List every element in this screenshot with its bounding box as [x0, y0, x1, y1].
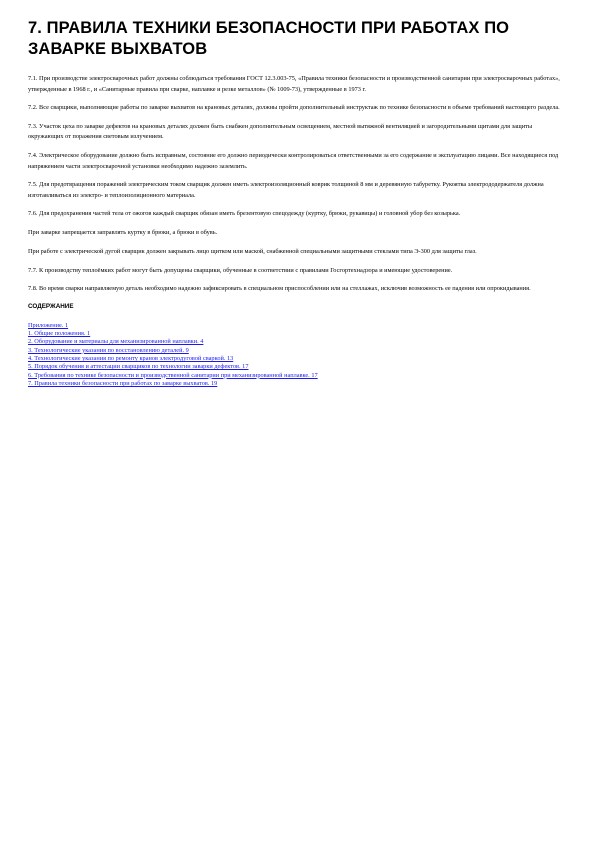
- toc-link-section-4[interactable]: 4. Технологические указания по ремонту кранов электродуговой сваркой. 13: [28, 355, 234, 363]
- document-title: 7. ПРАВИЛА ТЕХНИКИ БЕЗОПАСНОСТИ ПРИ РАБОТАХ ПО ЗАВАРКЕ ВЫХВАТОВ: [28, 19, 510, 58]
- toc-item: [28, 355, 560, 363]
- paragraph-7-2: 7.2. Все сварщики, выполняющие работы по заварке выхватов на крановых деталях, должны пройти дополнительный инструктаж по технике безопасности в объеме требований настоящего раздела.: [28, 104, 560, 112]
- toc-link-section-5[interactable]: 5. Порядок обучения и аттестации сварщиков по технологии заварки дефектов. 17: [28, 363, 249, 371]
- toc-item: [28, 322, 560, 330]
- toc-item: [28, 363, 560, 371]
- toc-link-section-7[interactable]: 7. Правила техники безопасности при работах по заварке выхватов. 19: [28, 379, 218, 387]
- toc-link-section-6[interactable]: 6. Требования по технике безопасности и производственной санитарии при механизированной наплавке. 17: [28, 371, 318, 379]
- toc-title: СОДЕРЖАНИЕ: [28, 302, 74, 310]
- paragraph-note-face-shield: При работе с электрической дугой сварщик должен закрывать лицо щитком или маской, снабженной специальными защитными стеклами типа Э-300 для защиты глаз.: [28, 247, 477, 255]
- toc-item: [28, 330, 560, 338]
- toc-link-section-2[interactable]: 2. Оборудование и материалы для механизированной наплавки. 4: [28, 338, 204, 346]
- toc-link-section-3[interactable]: 3. Технологические указания по восстановлению деталей. 9: [28, 346, 189, 354]
- paragraph-7-7: 7.7. К производству теплоёмких работ могут быть допущены сварщики, обученные в соответствии с правилами Госгортехнадзора и имеющие удостоверение.: [28, 266, 453, 274]
- toc-item: [28, 380, 560, 388]
- paragraph-note-clothing: При заварке запрещается заправлять куртку в брюки, а брюки в обувь.: [28, 229, 218, 237]
- table-of-contents: [28, 322, 560, 388]
- paragraph-7-6: 7.6. Для предохранения частей тела от ожогов каждый сварщик обязан иметь брезентовую спецодежду (куртку, брюки, рукавицы) и головной убор без козырька.: [28, 210, 461, 218]
- toc-link-section-1[interactable]: 1. Общие положения. 1: [28, 330, 91, 338]
- toc-link-appendix[interactable]: Приложение. 1: [28, 321, 69, 329]
- paragraph-7-5: 7.5. Для предотвращения поражений электрическим током сварщик должен иметь электроизоляционный коврик толщиной 8 мм и деревянную табуретку. Рукоятка электрододержателя должна изготавливаться из электро- и теплоизоляционного материала.: [28, 181, 544, 199]
- toc-item: [28, 338, 560, 346]
- document-page: [28, 18, 560, 388]
- paragraph-7-3: 7.3. Участок цеха по заварке дефектов на крановых деталях должен быть снабжен дополнительным освещением, местной вытяжной вентиляцией и загородительными щитами для защиты окружающих от поражения световым излучением.: [28, 122, 533, 141]
- paragraph-7-8: 7.8. Во время сварки направляемую деталь необходимо надежно зафиксировать в специальном приспособлении или на стеллажах, исключив возможность ее падения или опрокидывания.: [28, 285, 531, 293]
- toc-item: [28, 347, 560, 355]
- toc-item: [28, 372, 560, 380]
- paragraph-7-4: 7.4. Электрическое оборудование должно быть исправным, состояние его должно периодически контролироваться ответственными за его содержание и эксплуатацию лицами. Все находящиеся под напряжением части электросварочной установки необходимо надежно заземлить.: [28, 152, 559, 170]
- paragraph-7-1: 7.1. При производстве электросварочных работ должны соблюдаться требования ГОСТ 12.3.003-75, «Правила техники безопасности и производственной санитарии при электросварочных работах», утвержденные в 1968 г., и «Санитарные правила при сварке, наплавке и резке металлов» (№ 1009-73), утвержденные в 1973 г.: [28, 75, 560, 93]
